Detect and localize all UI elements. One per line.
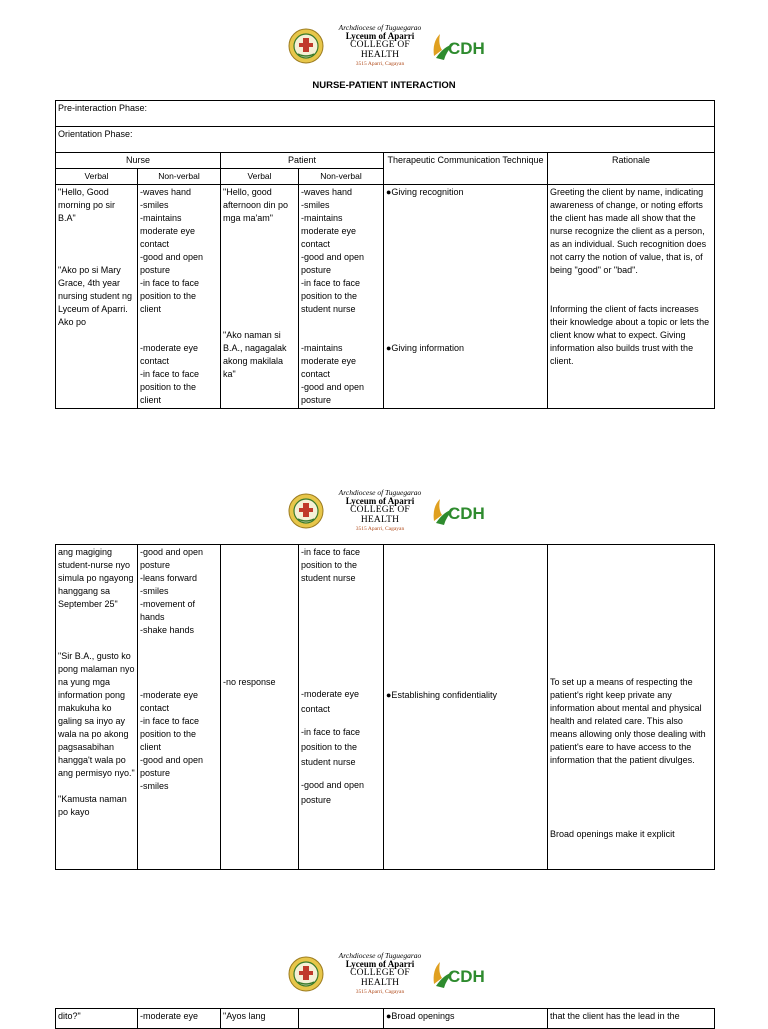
cdh-logo-icon bbox=[430, 30, 498, 62]
nurse-verbal-text: ang magiging student-nurse nyo simula po ngayong hanggang sa September 25" bbox=[58, 547, 134, 609]
nurse-verbal-text: "Kamusta naman po kayo bbox=[58, 794, 127, 817]
cdh-logo-text: CDH bbox=[448, 504, 485, 523]
nurse-verbal-header: Verbal bbox=[56, 169, 138, 185]
school-address: 3515 Aparri, Cagayan bbox=[355, 526, 405, 533]
letterhead-text bbox=[330, 489, 430, 533]
row-patient-verbal bbox=[221, 545, 299, 870]
archdiocese-line: Archdiocese of Tuguegarao bbox=[338, 951, 422, 960]
patient-verbal-text: -no response bbox=[223, 677, 276, 687]
patient-nonverbal-text: -in face to face position to the student nurse bbox=[301, 547, 361, 583]
nurse-nonverbal-header: Non-verbal bbox=[138, 169, 221, 185]
nurse-nonverbal-text: -moderate eye contact -in face to face position to the client -good and open posture -smiles bbox=[140, 690, 204, 791]
cdh-logo-text: CDH bbox=[448, 39, 485, 58]
table-row bbox=[56, 545, 715, 870]
school-name: Lyceum of Aparri bbox=[345, 958, 415, 969]
orientation-label: Orientation Phase: bbox=[56, 127, 715, 153]
school-seal-icon bbox=[288, 493, 324, 529]
nurse-verbal-text: "Sir B.A., gusto ko pong malaman nyo na yung mga information pong makukuha ko galing sa inyo ay wala na po akong pagsasabihan hangga't wala po ang permisyo nyo." bbox=[58, 651, 135, 778]
cdh-logo-icon bbox=[430, 495, 498, 527]
nurse-verbal-text: "Hello, Good morning po sir B.A" bbox=[58, 187, 116, 223]
patient-header: Patient bbox=[221, 153, 384, 169]
technique-text: ●Broad openings bbox=[384, 1009, 548, 1029]
table-row bbox=[56, 1009, 715, 1029]
rationale-header: Rationale bbox=[548, 153, 715, 185]
archdiocese-line: Archdiocese of Tuguegarao bbox=[338, 488, 422, 497]
patient-verbal-text: "Ayos lang bbox=[221, 1009, 299, 1029]
school-name: Lyceum of Aparri bbox=[345, 30, 415, 41]
table-row bbox=[56, 185, 715, 409]
row-technique bbox=[384, 545, 548, 870]
patient-verbal-text: "Hello, good afternoon din po mga ma'am" bbox=[223, 187, 289, 223]
technique-header: Therapeutic Communication Technique bbox=[384, 153, 548, 185]
nurse-nonverbal-text: -moderate eye contact -in face to face position to the client bbox=[140, 343, 200, 405]
patient-nonverbal-text bbox=[299, 1009, 384, 1029]
patient-nonverbal-header: Non-verbal bbox=[299, 169, 384, 185]
nurse-nonverbal-text: -moderate eye bbox=[138, 1009, 221, 1029]
row-nurse-verbal bbox=[56, 185, 138, 409]
letterhead-page-2 bbox=[288, 489, 508, 535]
college-name: COLLEGE OF HEALTH bbox=[350, 40, 410, 61]
rationale-text: To set up a means of respecting the patient's right keep private any information about mental and physical health and related care. This also means allowing only those dealing with patient's eare to have access to the information that the patient divulges. bbox=[550, 677, 706, 765]
school-seal-icon bbox=[288, 956, 324, 992]
row-rationale bbox=[548, 185, 715, 409]
row-nurse-nonverbal bbox=[138, 545, 221, 870]
rationale-text: Greeting the client by name, indicating awareness of change, or noting efforts the client has made all show that the nurse recognize the client as a person, as an individual. Such recognition does not carry the notion of value, that is, of being "good" or "bad". bbox=[550, 187, 707, 275]
row-nurse-nonverbal bbox=[138, 185, 221, 409]
pre-interaction-label: Pre-interaction Phase: bbox=[56, 101, 715, 127]
school-seal-icon bbox=[288, 28, 324, 64]
interaction-table-page-3 bbox=[55, 1008, 715, 1029]
letterhead-text bbox=[330, 24, 430, 68]
patient-verbal-text: "Ako naman si B.A., nagagalak akong makilala ka" bbox=[223, 330, 287, 379]
interaction-table-page-1 bbox=[55, 100, 715, 409]
college-name: COLLEGE OF HEALTH bbox=[350, 968, 410, 989]
document-title: NURSE-PATIENT INTERACTION bbox=[312, 80, 456, 91]
nurse-verbal-text: "Ako po si Mary Grace, 4th year nursing student ng Lyceum of Aparri. Ako po bbox=[58, 265, 133, 327]
row-technique bbox=[384, 185, 548, 409]
nurse-nonverbal-text: -good and open posture -leans forward -smiles -movement of hands -shake hands bbox=[140, 547, 204, 635]
technique-text: ●Giving information bbox=[386, 343, 464, 353]
letterhead-text bbox=[330, 952, 430, 996]
technique-text: ●Establishing confidentiality bbox=[386, 690, 497, 700]
school-address: 3515 Aparri, Cagayan bbox=[355, 61, 405, 68]
cdh-logo-text: CDH bbox=[448, 967, 485, 986]
patient-nonverbal-text: -waves hand -smiles -maintains moderate eye contact -good and open posture -in face to face position to the student nurse bbox=[301, 187, 365, 314]
row-patient-nonverbal bbox=[299, 545, 384, 870]
nurse-verbal-text: dito?" bbox=[56, 1009, 138, 1029]
patient-nonverbal-text: -moderate eye contact bbox=[301, 689, 360, 714]
rationale-text: that the client has the lead in the bbox=[548, 1009, 715, 1029]
row-patient-verbal bbox=[221, 185, 299, 409]
school-name: Lyceum of Aparri bbox=[345, 495, 415, 506]
patient-verbal-header: Verbal bbox=[221, 169, 299, 185]
rationale-text: Broad openings make it explicit bbox=[550, 829, 675, 839]
letterhead-page-1 bbox=[288, 24, 508, 70]
row-nurse-verbal bbox=[56, 545, 138, 870]
patient-nonverbal-text: -maintains moderate eye contact -good and open posture bbox=[301, 343, 365, 405]
nurse-header: Nurse bbox=[56, 153, 221, 169]
nurse-nonverbal-text: -waves hand -smiles -maintains moderate eye contact -good and open posture -in face to face position to the client bbox=[140, 187, 204, 314]
archdiocese-line: Archdiocese of Tuguegarao bbox=[338, 23, 422, 32]
rationale-text: Informing the client of facts increases their knowledge about a topic or lets the client know what to expect. Giving information also builds trust with the client. bbox=[550, 304, 710, 366]
patient-nonverbal-text: -good and open posture bbox=[301, 780, 365, 805]
interaction-table-page-2 bbox=[55, 544, 715, 870]
letterhead-page-3 bbox=[288, 952, 508, 998]
row-patient-nonverbal bbox=[299, 185, 384, 409]
cdh-logo-icon bbox=[430, 958, 498, 990]
school-address: 3515 Aparri, Cagayan bbox=[355, 989, 405, 996]
technique-text: ●Giving recognition bbox=[386, 187, 464, 197]
row-rationale bbox=[548, 545, 715, 870]
patient-nonverbal-text: -in face to face position to the student nurse bbox=[301, 727, 361, 767]
college-name: COLLEGE OF HEALTH bbox=[350, 505, 410, 526]
